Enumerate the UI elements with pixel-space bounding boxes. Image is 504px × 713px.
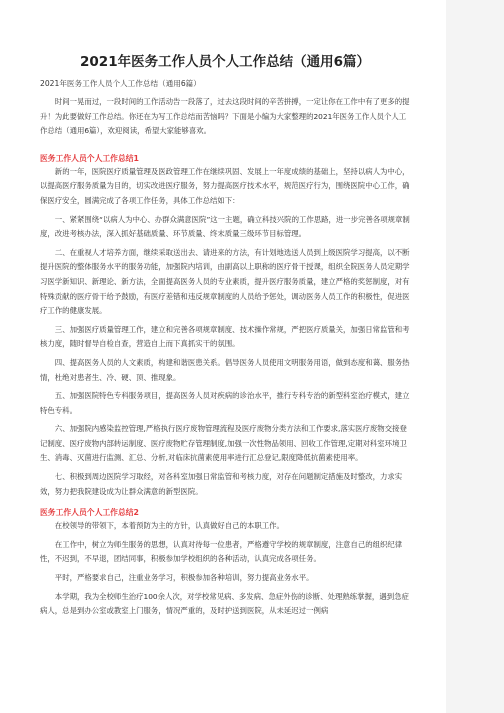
section1-paragraph: 五、加强医院特色专科服务项目，提高医务人员对疾病的诊治水平，推行专科专治的新型科室治疗模式，建立特色专科。: [40, 391, 410, 415]
right-sidebar: [446, 0, 504, 713]
section1-paragraph: 二、在重视人才培养方面，继续采取送出去、请进来的方法，有计划地选送人员到上级医院学习提高，以不断提升医院的整体服务水平的服务功能，加强院内培训，由副高以上职称的医疗骨干授课，组织全院医务人员定期学习医学新知识、新理论、新方法，全面提高医务人员的专业素质，提升医疗服务质量，建立严格的奖惩制度，对有特殊贡献的医疗骨干给予鼓励，有医疗差错和违反规章制度的人员给予惩处，调动医务人员工作的积极性，促进医疗工作的健康发展。: [40, 247, 410, 316]
section1-paragraph: 六、加强院内感染监控管理,严格执行医疗废物管理流程及医疗废物分类方法和工作要求,落实医疗废物交接登记制度、医疗废物内部转运制度、医疗废物贮存管理制度,加强一次性物品领用、回收工作管理,定期对科室环境卫生、消毒、灭菌进行监测、汇总、分析,对临床抗菌素使用率进行汇总登记,限度降低抗菌素使用率。: [40, 424, 407, 463]
section1-paragraph: 新的一年，医院医疗质量管理及医政管理工作在继续巩固、发展上一年度成绩的基础上，坚持以病人为中心，以提高医疗服务质量为目的，切实改进医疗服务，努力提高医疗技术水平，规范医疗行为，围绕医院中心工作，确保医疗安全，圆满完成了各项工作任务，具体工作总结如下：: [40, 166, 410, 205]
intro-paragraph: 时间一晃而过，一段时间的工作活动告一段落了，过去这段时间的辛苦拼搏，一定让你在工作中有了更多的提升！为此要做好工作总结。你还在为写工作总结而苦恼吗？下面是小编为大家整理的2021年医务工作人员个人工作总结（通用6篇），欢迎阅读，希望大家能够喜欢。: [40, 97, 410, 136]
section2-paragraph: 平时，严格要求自己，注重业务学习，积极参加各种培训，努力提高业务水平。: [54, 573, 314, 583]
document-content: [40, 40, 410, 623]
section1-paragraph: 四、提高医务人员的人文素质，构建和谐医患关系。倡导医务人员使用文明服务用语，做到态度和蔼、服务热情，杜绝对患者生、冷、硬、顶、推现象。: [40, 357, 410, 382]
section2-paragraph: 本学期，我为全校师生治疗100余人次，对学校常见病、多发病、急症外伤的诊断、处理熟练掌握，遇到急症病人，总是到办公室或教室上门服务，情况严重的，及时护送到医院，从未延迟过一例病: [40, 591, 409, 616]
section1-paragraph: 七、积极到周边医院学习取经，对各科室加强日常监管和考核力度，对存在问题制定措施及时整改，力求实效，努力把我院建设成为让群众满意的新型医院。: [40, 472, 403, 496]
section-heading-2: 医务工作人员个人工作总结2: [40, 508, 139, 518]
document-subtitle: 2021年医务工作人员个人工作总结（通用6篇）: [40, 79, 201, 88]
document-title: 2021年医务工作人员个人工作总结（通用6篇）: [80, 54, 370, 70]
section-heading-1: 医务工作人员个人工作总结1: [40, 153, 139, 163]
section1-paragraph: 一、紧紧围绕“以病人为中心、办群众满意医院”这一主题，确立科技兴院的工作思路，进一步完善各项规章制度，改进考核办法，深入抓好基础质量、环节质量、终末质量三级环节目标管理。: [40, 214, 410, 239]
section2-paragraph: 在校领导的带领下，本着预防为主的方针，认真做好自己的本职工作。: [54, 521, 284, 531]
section2-paragraph: 在工作中，树立为师生服务的思想，认真对待每一位患者，严格遵守学校的规章制度，注意自己的组织纪律性，不迟到，不早退，团结同事，积极参加学校组织的各种活动，认真完成各项任务。: [40, 539, 403, 564]
section1-paragraph: 三、加强医疗质量管理工作，建立和完善各项规章制度、技术操作常规，严把医疗质量关，加强日常监管和考核力度，随时督导自检自查，营造自上而下真抓实干的氛围。: [40, 324, 410, 349]
